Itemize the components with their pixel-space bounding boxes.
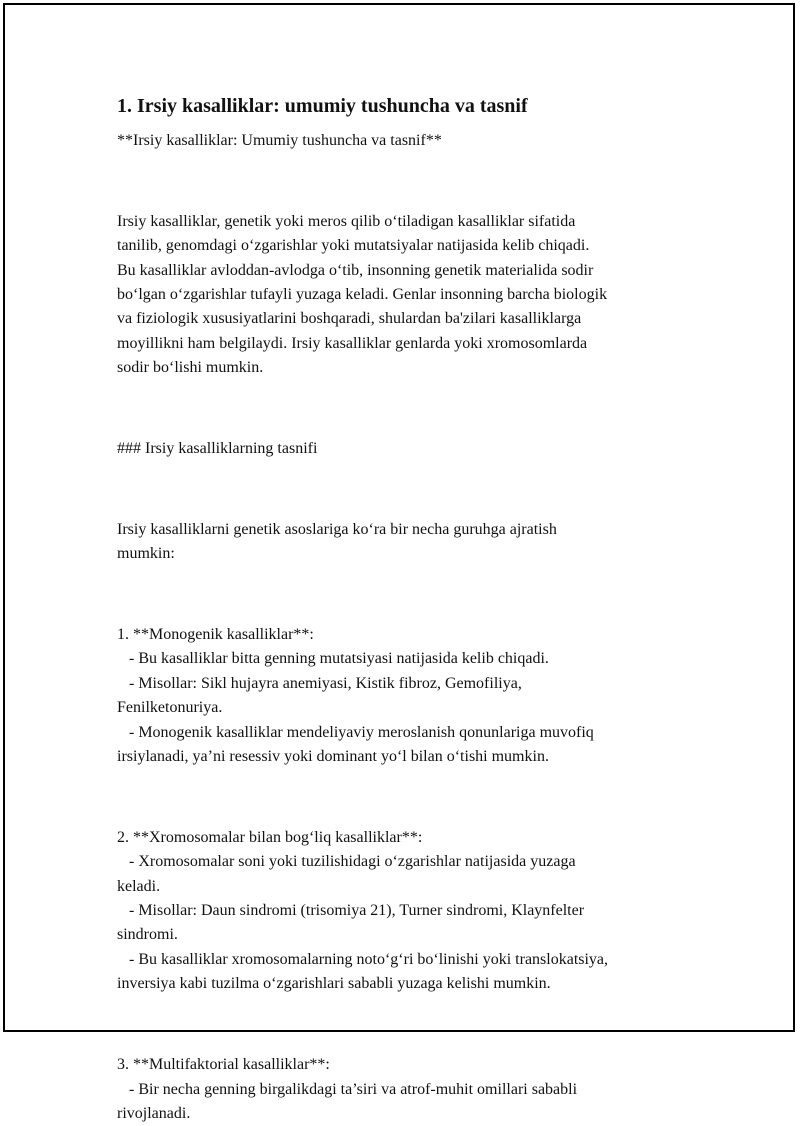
text-line: inversiya kabi tuzilma o‘zgarishlari sababli yuzaga kelishi mumkin. (117, 975, 551, 993)
blank-line (117, 785, 687, 809)
text-line: - Misollar: Daun sindromi (trisomiya 21), Turner sindromi, Klaynfelter (117, 902, 585, 920)
text-line: ### Irsiy kasalliklarning tasnifi (117, 440, 318, 458)
document-body (117, 93, 687, 1126)
text-line: va fiziologik xususiyatlarini boshqaradi, shulardan ba'zilari kasalliklarga (117, 310, 582, 328)
text-line: - Misollar: Sikl hujayra anemiyasi, Kistik fibroz, Gemofiliya, (117, 674, 522, 692)
text-line: Bu kasalliklar avloddan-avlodga o‘tib, insonning genetik materialida sodir (117, 261, 594, 279)
text-line: 2. **Xromosomalar bilan bog‘liq kasalliklar**: (117, 828, 423, 846)
text-line: rivojlanadi. (117, 1104, 191, 1122)
text-line: - Bu kasalliklar bitta genning mutatsiyasi natijasida kelib chiqadi. (117, 650, 549, 668)
text-line: 1. **Monogenik kasalliklar**: (117, 626, 314, 644)
blank-line (117, 1013, 687, 1037)
blank-line (117, 477, 687, 501)
text-line: Irsiy kasalliklarni genetik asoslariga ko‘ra bir necha guruhga ajratish (117, 520, 557, 538)
text-line: - Xromosomalar soni yoki tuzilishidagi o‘zgarishlar natijasida yuzaga (117, 853, 576, 871)
document-title: 1. Irsiy kasalliklar: umumiy tushuncha va tasnif (117, 95, 528, 117)
text-line: - Bir necha genning birgalikdagi ta’siri va atrof-muhit omillari sababli (117, 1080, 578, 1098)
blank-line (117, 397, 687, 421)
text-line: - Monogenik kasalliklar mendeliyaviy meroslanish qonunlariga muvofiq (117, 723, 594, 741)
text-line: keladi. (117, 877, 161, 895)
text-line: 3. **Multifaktorial kasalliklar**: (117, 1056, 330, 1074)
text-line: bo‘lgan o‘zgarishlar tufayli yuzaga keladi. Genlar insonning barcha biologik (117, 286, 608, 304)
text-line: Fenilketonuriya. (117, 699, 223, 717)
text-line: **Irsiy kasalliklar: Umumiy tushuncha va tasnif** (117, 132, 442, 149)
text-line: mumkin: (117, 545, 175, 563)
blank-line (117, 169, 687, 193)
text-line: tanilib, genomdagi o‘zgarishlar yoki mutatsiyalar natijasida kelib chiqadi. (117, 237, 590, 255)
text-line: - Bu kasalliklar xromosomalarning noto‘g‘ri bo‘linishi yoki translokatsiya, (117, 950, 609, 968)
document-text (117, 129, 687, 1126)
text-line: moyillikni ham belgilaydi. Irsiy kasalliklar genlarda yoki xromosomlarda (117, 334, 588, 352)
blank-line (117, 583, 687, 607)
text-line: irsiylanadi, ya’ni resessiv yoki dominant yo‘l bilan o‘tishi mumkin. (117, 748, 549, 766)
text-line: Irsiy kasalliklar, genetik yoki meros qilib o‘tiladigan kasalliklar sifatida (117, 212, 576, 230)
text-line: sodir bo‘lishi mumkin. (117, 359, 264, 377)
text-line: sindromi. (117, 926, 178, 944)
